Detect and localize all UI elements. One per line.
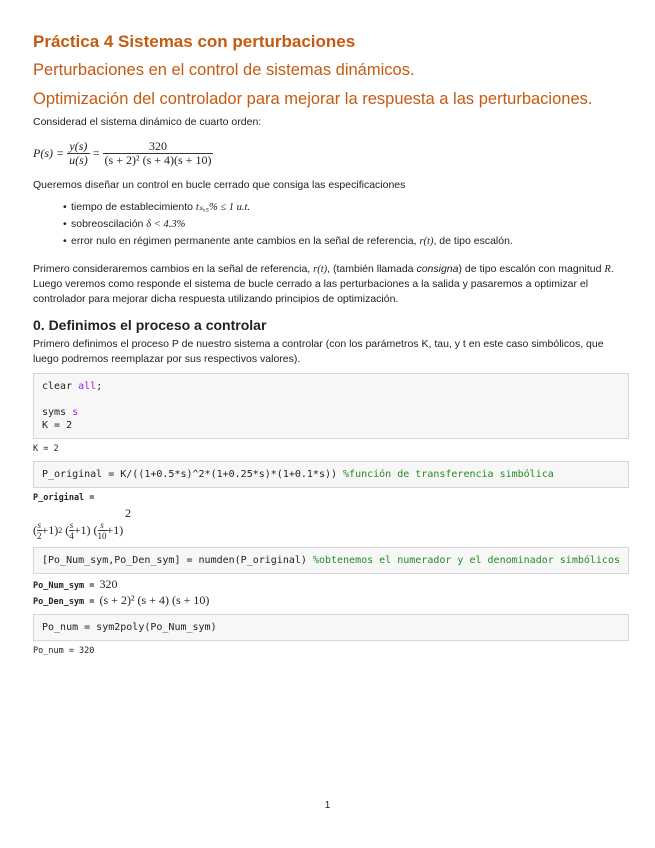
factor-num: s	[37, 520, 41, 530]
intro-text: Considerad el sistema dinámico de cuarto orden:	[33, 116, 262, 128]
eq-fraction-1	[67, 140, 90, 167]
spec-math: δ < 4.3%	[146, 219, 186, 230]
para-text: Primero consideraremos cambios en la señal de referencia,	[33, 263, 314, 275]
output-p-original-expression	[33, 506, 629, 541]
output-p-original-label	[33, 492, 629, 504]
eq-frac1-den: u(s)	[69, 152, 88, 167]
document-page	[33, 32, 629, 659]
eq-frac2-num: 320	[148, 138, 167, 153]
code-text: ;	[96, 381, 103, 392]
eq-fraction-2	[103, 140, 214, 167]
output-po-den-sym	[33, 594, 629, 608]
code-block-3[interactable]	[33, 547, 629, 574]
para-text: . Luego veremos como responde el sistema de bucle cerrado a las perturbaciones a la salida y pasaremos a optimizar el controlador para mejorar dicha respuesta utilizando principios de optimización.	[33, 263, 614, 305]
eq-frac1-num: y(s)	[69, 138, 88, 153]
factor-den: 4	[69, 531, 74, 541]
para-text: , (también llamada	[327, 263, 417, 275]
spec-zero-error	[71, 233, 629, 250]
design-text: Queremos diseñar un control en bucle cerrado que consiga las especificaciones	[33, 179, 406, 191]
code-text: Po_num = sym2poly(Po_Num_sym)	[42, 622, 217, 633]
subtitle-2: Optimización del controlador para mejorar la respuesta a las perturbaciones.	[33, 90, 593, 108]
code-text: P_original = K/((1+0.5*s)^2*(1+0.25*s)*(1+0.1*s))	[42, 469, 344, 480]
para-text: ) de tipo escalón con magnitud	[458, 263, 605, 275]
code-comment: %función de transferencia simbólica	[343, 469, 554, 480]
eq-equals: =	[92, 145, 100, 160]
paragraph-reference	[33, 262, 629, 307]
output-po-num-sym	[33, 578, 629, 592]
output-value: (s + 2)² (s + 4) (s + 10)	[99, 593, 210, 607]
factor-den: 10	[97, 531, 107, 541]
spec-math: tₛ,₅% ≤ 1 u.t.	[195, 202, 251, 213]
para-italic: consigna	[416, 263, 459, 275]
output-po-num: Po_num = 320	[33, 646, 95, 656]
factor-num: s	[100, 520, 104, 530]
eq-lhs: P(s) =	[33, 145, 65, 160]
output-value: 320	[99, 577, 118, 591]
spec-label: sobreoscilación	[71, 218, 147, 230]
output-numerator: 2	[125, 506, 131, 520]
para-math: r(t)	[313, 264, 328, 275]
code-text: clear	[42, 381, 79, 392]
specs-list	[33, 199, 629, 250]
output-label: P_original =	[33, 493, 95, 503]
code-text: K = 2	[42, 420, 73, 431]
code-comment: %obtenemos el numerador y el denominador simbólicos	[312, 555, 620, 566]
spec-label: tiempo de establecimiento	[71, 201, 196, 213]
spec-tail: , de tipo escalón.	[433, 235, 513, 247]
code-text: [Po_Num_sym,Po_Den_sym] = numden(P_original)	[42, 555, 313, 566]
spec-math: r(t)	[419, 236, 434, 247]
code-keyword: s	[72, 407, 79, 418]
spec-label: error nulo en régimen permanente ante cambios en la señal de referencia,	[71, 235, 420, 247]
subtitle: Perturbaciones en el control de sistemas dinámicos.	[33, 61, 415, 79]
section-0-title: 0. Definimos el proceso a controlar	[33, 317, 267, 333]
code-keyword: all	[78, 381, 97, 392]
code-block-2[interactable]	[33, 461, 629, 488]
page-title: Práctica 4 Sistemas con perturbaciones	[33, 32, 356, 51]
factor-num: s	[69, 520, 74, 530]
page-number: 1	[324, 800, 331, 811]
para-math: R	[604, 264, 611, 275]
output-label: Po_Num_sym =	[33, 581, 100, 591]
output-label: Po_Den_sym =	[33, 597, 100, 607]
section-0-text: Primero definimos el proceso P de nuestro sistema a controlar (con los parámetros K, tau, y t en este caso simbólicos, que luego podremos reemplazar por sus respectivos valores).	[33, 338, 604, 365]
output-denominator: ( $\frac{s}{2}$ +1) 2 ( $\frac{s}{4}$ +1) ( $\frac{s}{10}$ +1)	[33, 520, 124, 541]
output-k: K = 2	[33, 444, 59, 454]
spec-overshoot	[71, 216, 629, 233]
transfer-function-equation	[33, 134, 629, 172]
eq-frac2-den: (s + 2)² (s + 4)(s + 10)	[104, 152, 212, 167]
code-block-1[interactable]	[33, 373, 629, 439]
spec-settling-time	[71, 199, 629, 216]
factor-den: 2	[37, 531, 42, 541]
factor-3	[98, 520, 107, 541]
code-text: syms	[42, 407, 73, 418]
code-block-4[interactable]	[33, 614, 629, 641]
